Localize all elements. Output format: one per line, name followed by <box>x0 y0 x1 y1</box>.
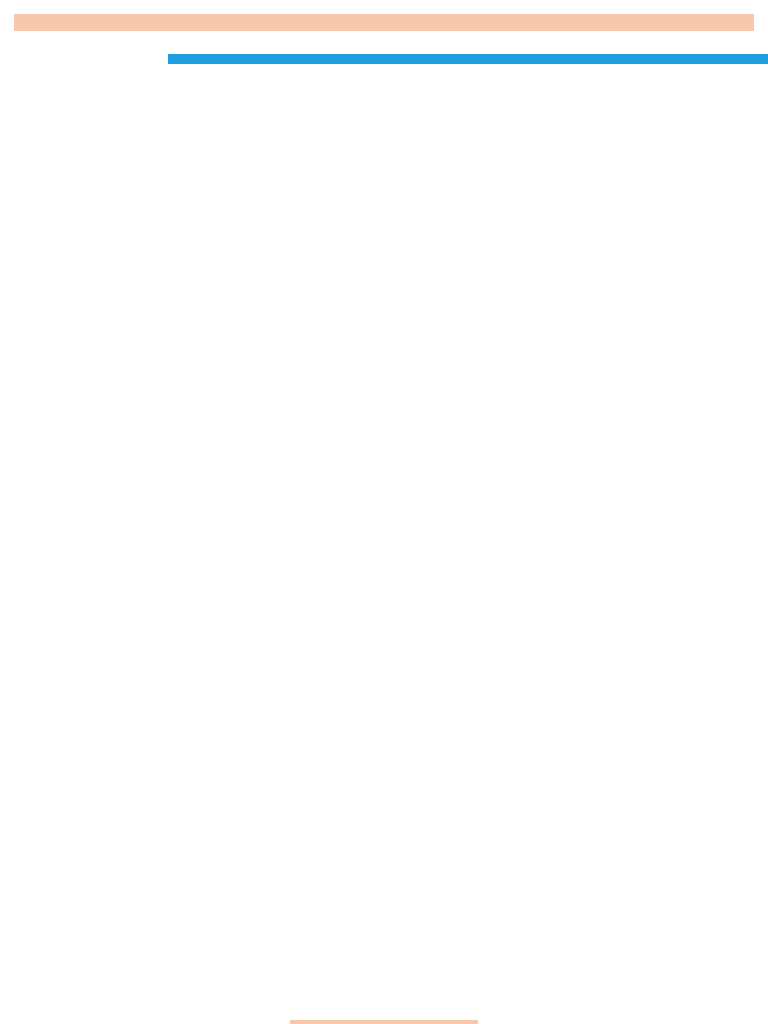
item-no-bar <box>168 54 768 64</box>
title-bar <box>14 14 754 31</box>
footer-bar <box>290 1020 478 1024</box>
